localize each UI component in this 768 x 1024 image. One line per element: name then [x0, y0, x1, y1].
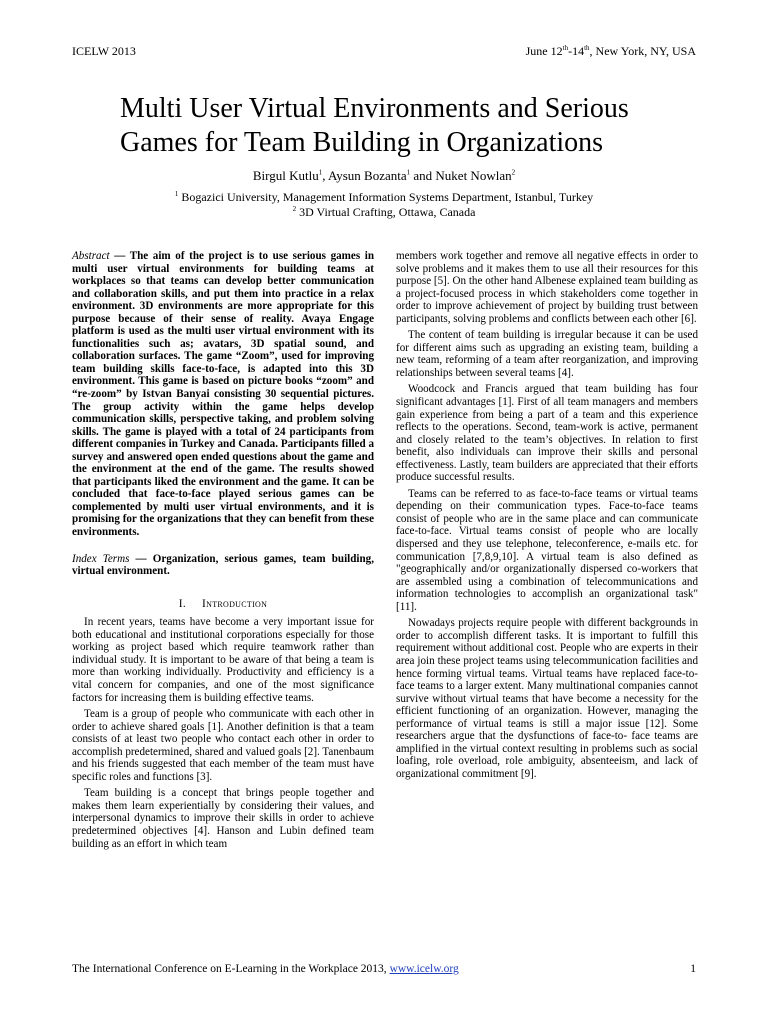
- right-column: [396, 250, 698, 784]
- affiliation-1: [0, 190, 768, 205]
- index-terms-label: Index Terms: [72, 552, 130, 565]
- affiliation-2-mark: 2: [292, 205, 297, 213]
- author-line: [0, 168, 768, 184]
- body-paragraph: Nowadays projects require people with different backgrounds in order to accomplish different tasks. It is important to fulfill this requirement without additional cost. People who are experts in their area join these project teams using telecommunication facilities and hence forming virtual teams. Virtual teams have replaced face-to-face teams to a larger extent. Many multinational companies cannot survive without virtual teams that have become a necessity for the efficient functioning of an organization. However, managing the performance of virtual teams is still a major issue [12]. Some researchers argue that the dysfunctions of face-to- face teams are amplified in the virtual context resulting in problems such as social loafing, role overload, role ambiguity, absenteeism, and lack of organizational commitment [9].: [396, 617, 698, 780]
- body-paragraph: Team is a group of people who communicate with each other in order to achieve shared goals [1]. Another definition is that a team consists of at least two people who contact each other in order to accomplish predetermined, shared and valued goals [2]. Tanenbaum and his friends suggested that each member of the team must have specific roles and functions [3].: [72, 708, 374, 783]
- section-title: Introduction: [201, 597, 268, 610]
- date-suffix: , New York, NY, USA: [589, 44, 696, 58]
- affiliation-1-text: Bogazici University, Management Information Systems Department, Istanbul, Turkey: [178, 190, 594, 204]
- affiliation-1-mark: 1: [174, 190, 179, 198]
- body-paragraph: Teams can be referred to as face-to-face teams or virtual teams depending on their communication types. Face-to-face teams consist of people who are in the same place and can communicate face-to-face. Virtual teams consist of people who are locally dispersed and they use telephone, teleconference, e-mails etc. for communication [7,8,9,10]. A virtual team is also defined as "geographically and/or organizationally dispersed co-workers that are assembled using a combination of telecommunications and information technologies to accomplish an organizational task" [11].: [396, 487, 698, 613]
- date-superscript-1: th: [562, 44, 569, 52]
- abstract-label: Abstract: [72, 250, 110, 262]
- running-header-date-location: [526, 44, 696, 59]
- author-2: , Aysun Bozanta: [322, 168, 407, 183]
- date-mid: -14: [568, 44, 585, 58]
- index-terms: [72, 553, 374, 578]
- running-header-conference: ICELW 2013: [72, 44, 136, 58]
- date-prefix: June 12: [525, 44, 563, 58]
- footer-website-link[interactable]: www.icelw.org: [389, 963, 459, 975]
- left-column: [72, 250, 374, 854]
- section-number: I.: [178, 597, 187, 610]
- affiliation-2: [0, 205, 768, 220]
- author-3: and Nuket Nowlan: [410, 168, 512, 183]
- body-paragraph: members work together and remove all negative effects in order to solve problems and it makes them to use all their resources for this purpose [5]. On the other hand Albenese explained team building as a project-focused process in which stakeholders come together in order to improve achievement of project by building trust between participants, solving problems and conflicts between each other [6].: [396, 250, 698, 325]
- footer-conference-text: The International Conference on E-Learning in the Workplace 2013,: [72, 963, 390, 975]
- body-paragraph: The content of team building is irregular because it can be used for different aims such as upgrading an existing team, building a new team, reforming of a team after reorganization, and improving relationships between several teams [4].: [396, 329, 698, 379]
- footer-conference: [72, 963, 459, 975]
- author-1: Birgul Kutlu: [252, 168, 319, 183]
- body-paragraph: Woodcock and Francis argued that team building has four significant advantages [1]. First of all team managers and members gain experience from being a part of a team and this experience reflects to the operations. Second, team-work is active, permanent and closely related to the team’s objectives. In relation to first benefit, also individuals can improve their skills and personal effectiveness. Lastly, team builders are appreciated that their efforts produce successful results.: [396, 383, 698, 484]
- author-2-affiliation-mark: 1: [406, 168, 411, 177]
- date-superscript-2: th: [584, 44, 590, 52]
- abstract-text: — The aim of the project is to use serious games in multi user virtual environments for building teams at workplaces so that teams can develop better communication and collaboration skills, and put them into practice in a relax environment. 3D environments are more appropriate for this purpose because of their sense of reality. Avaya Engage platform is used as the multi user virtual environment with its functionalities such as; avatars, 3D spatial sound, and collaboration surfaces. The game “Zoom”, used for improving team building skills face-to-face, is adapted into this 3D environment. This game is based on picture books “zoom” and “re-zoom” by Istvan Banyai consisting 30 sequential pictures. The group activity within the game helps develop communication skills, perspective taking, and problem solving skills. The game is played with a total of 24 participants from different companies in Turkey and Canada. Participants filled a survey and answered open ended questions about the game and the environment at the end of the game. The results showed that participants liked the environment and the game. It can be concluded that face-to-face played serious games can be complemented by multi user virtual environments, and it is promising for the organizations that they can benefit from these environments.: [72, 250, 374, 539]
- author-1-affiliation-mark: 1: [318, 168, 323, 177]
- section-heading-introduction: [72, 598, 374, 611]
- index-terms-text: — Organization, serious games, team building, virtual environment.: [72, 552, 374, 578]
- paper-title: Multi User Virtual Environments and Serious Games for Team Building in Organizations: [120, 93, 629, 158]
- body-paragraph: In recent years, teams have become a very important issue for both educational and institutional corporations especially for those working as project based which require teamwork rather than individual study. It is important to be aware of that being a team is more than working individually. Productivity and efficiency is a vital concern for companies, and one of the most significance factors for increasing them is building effective teams.: [72, 616, 374, 704]
- affiliation-2-text: 3D Virtual Crafting, Ottawa, Canada: [296, 205, 476, 219]
- author-3-affiliation-mark: 2: [511, 168, 516, 177]
- abstract: [72, 250, 374, 539]
- page-number: 1: [690, 963, 696, 975]
- body-paragraph: Team building is a concept that brings people together and makes them learn experientially by considering their values, and interpersonal dynamics to improve their skills in order to achieve predetermined objectives [4]. Hanson and Lubin defined team building as an effort in which team: [72, 787, 374, 850]
